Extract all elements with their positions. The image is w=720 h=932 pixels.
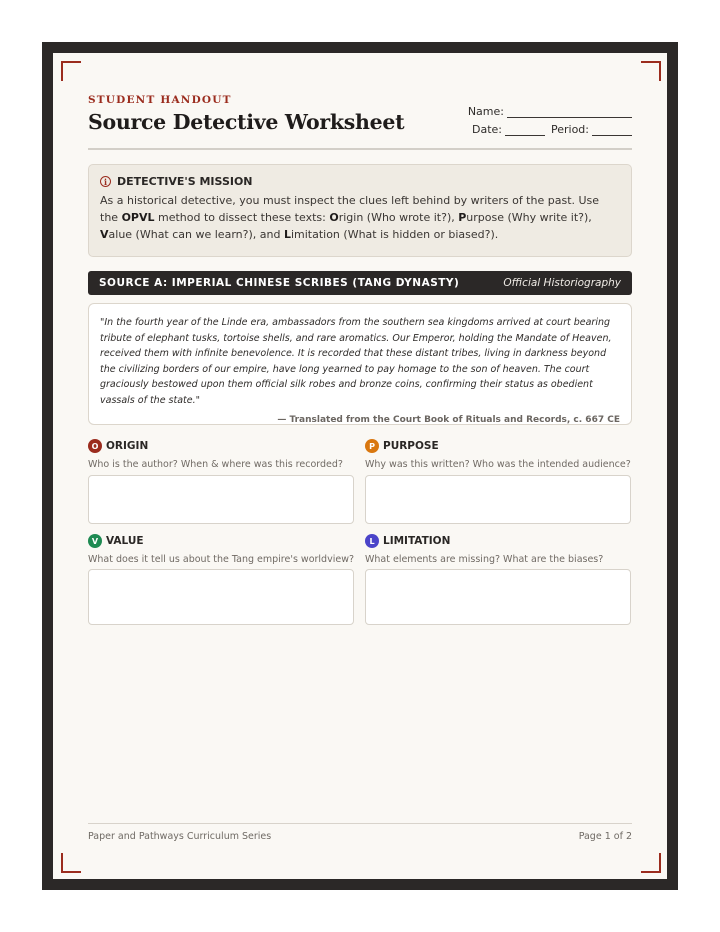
handout-kicker: STUDENT HANDOUT — [88, 94, 232, 106]
limitation-letter: L — [283, 228, 291, 241]
purpose-letter: P — [458, 211, 467, 224]
source-type: Official Historiography — [503, 277, 621, 289]
name-label: Name: — [467, 105, 504, 118]
date-blank[interactable] — [505, 124, 545, 136]
corner-mark-top-left — [61, 61, 81, 81]
footer-divider — [88, 823, 632, 824]
mission-heading-row — [100, 175, 620, 188]
name-field[interactable] — [468, 105, 632, 118]
page-number: Page 1 of 2 — [578, 831, 632, 842]
purpose-prompt: Why was this written? Who was the intended audience? — [365, 459, 631, 470]
limitation-badge: L — [365, 534, 379, 548]
limitation-label: LIMITATION — [383, 535, 451, 547]
purpose-answer-box[interactable] — [365, 475, 631, 524]
origin-label: ORIGIN — [106, 440, 149, 452]
limitation-heading — [365, 534, 450, 548]
mission-text — [100, 192, 620, 243]
origin-prompt: Who is the author? When & where was this recorded? — [88, 459, 343, 470]
limitation-text: imitation (What is hidden or biased?). — [290, 228, 499, 241]
origin-answer-box[interactable] — [88, 475, 354, 524]
source-title: SOURCE A: IMPERIAL CHINESE SCRIBES (TANG DYNASTY) — [99, 277, 460, 289]
origin-text: rigin (Who wrote it?), — [338, 211, 459, 224]
origin-heading — [88, 439, 148, 453]
mission-text-part: method to dissect these texts: — [154, 211, 330, 224]
date-period-fields — [472, 123, 632, 136]
value-prompt: What does it tell us about the Tang empire's worldview? — [88, 554, 355, 565]
header-divider — [88, 148, 632, 150]
origin-letter: O — [329, 211, 339, 224]
purpose-text: urpose (Why write it?), — [466, 211, 592, 224]
value-label: VALUE — [106, 535, 144, 547]
purpose-label: PURPOSE — [383, 440, 439, 452]
source-header-bar — [88, 271, 632, 295]
mission-text-part: As a historical detective, you must inspect the clues left behind by writers of the past. Use the — [100, 194, 600, 224]
corner-mark-bottom-left — [61, 853, 81, 873]
period-label: Period: — [550, 123, 589, 136]
name-blank[interactable] — [507, 106, 632, 118]
origin-badge: O — [88, 439, 102, 453]
limitation-answer-box[interactable] — [365, 569, 631, 625]
date-label: Date: — [471, 123, 502, 136]
purpose-heading — [365, 439, 439, 453]
info-icon: i — [100, 176, 111, 187]
period-blank[interactable] — [592, 124, 632, 136]
corner-mark-bottom-right — [641, 853, 661, 873]
value-letter: V — [100, 228, 109, 241]
opvl-term: OPVL — [121, 211, 155, 224]
source-citation: — Translated from the Court Book of Rituals and Records, c. 667 CE — [277, 415, 620, 425]
footer-series: Paper and Pathways Curriculum Series — [88, 831, 272, 842]
value-text: alue (What can we learn?), and — [108, 228, 284, 241]
corner-mark-top-right — [641, 61, 661, 81]
mission-box — [88, 164, 632, 257]
source-quote-box — [88, 303, 632, 425]
value-badge: V — [88, 534, 102, 548]
page-title: Source Detective Worksheet — [88, 110, 405, 134]
source-quote: "In the fourth year of the Linde era, ambassadors from the southern sea kingdoms arrived at court bearing tribute of elephant tusks, tortoise shells, and rare aromatics. Our Emperor, holding the Mandate of Heaven, received them with infinite benevolence. It is recorded that these distant tribes, living in darkness beyond the civilizing borders of our empire, have long yearned to pay homage to the son of heaven. The court graciously bestowed upon them official silk robes and bronze coins, confirming their status as obedient vassals of the state." — [100, 317, 612, 406]
value-answer-box[interactable] — [88, 569, 354, 625]
value-heading — [88, 534, 144, 548]
mission-heading: DETECTIVE'S MISSION — [117, 175, 253, 188]
purpose-badge: P — [365, 439, 379, 453]
limitation-prompt: What elements are missing? What are the biases? — [365, 554, 604, 565]
